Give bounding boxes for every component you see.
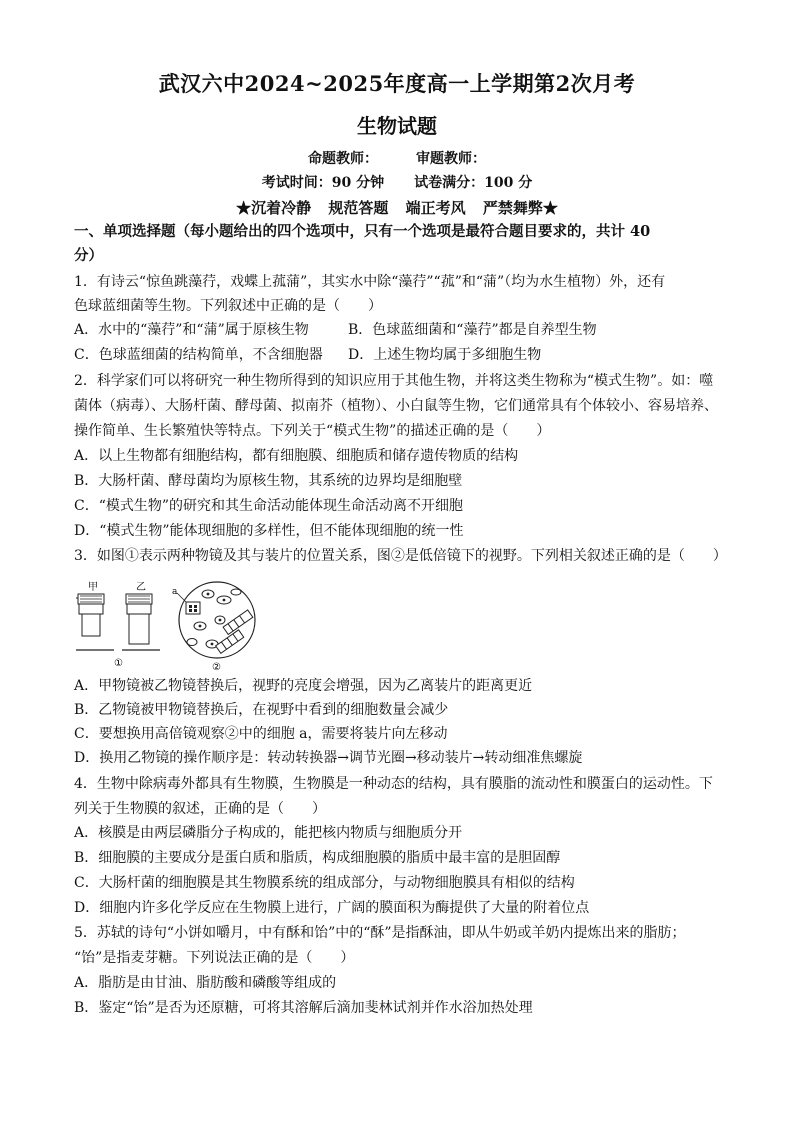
- slogan-2: 规范答题: [328, 199, 389, 217]
- q1-stem-line2: 色球蓝细菌等生物。下列叙述中正确的是（ ）: [74, 298, 382, 314]
- jia-lens: [82, 614, 100, 636]
- label-jia: 甲: [88, 582, 98, 593]
- label-yi: 乙: [136, 582, 146, 593]
- yi-body: [127, 604, 151, 614]
- q2-stem-line3: 操作简单、生长繁殖快等特点。下列关于“模式生物”的描述正确的是（ ）: [74, 423, 551, 439]
- q2-option-c: C．“模式生物”的研究和其生命活动能体现生命活动离不开细胞: [74, 498, 464, 514]
- q5-stem-line1: 5．苏轼的诗句“小饼如嚼月，中有酥和饴”中的“酥”是指酥油，即从牛奶或羊奶内提炼出来的脂肪；: [74, 925, 686, 941]
- q3-stem-line1: 3．如图①表示两种物镜及其与装片的位置关系，图②是低倍镜下的视野。下列相关叙述正确的是（ ）: [74, 548, 727, 564]
- microscope-figure-svg: [74, 580, 264, 672]
- q1-stem-line1: 1．有诗云“惊鱼跳藻荇，戏蝶上菰蒲”，其实水中除“藻荇”“菰”和“蒲”（均为水生植物）外，还有: [74, 274, 666, 290]
- q2-option-a: A．以上生物都有细胞结构，都有细胞膜、细胞质和储存遗传物质的结构: [74, 448, 519, 464]
- label-fig2: ②: [212, 662, 221, 672]
- q4-stem-line2: 列关于生物膜的叙述，正确的是（ ）: [74, 801, 326, 817]
- exam-subject: 生物试题: [357, 114, 437, 138]
- q3-option-d: D．换用乙物镜的操作顺序是：转动转换器→调节光圈→移动装片→转动细准焦螺旋: [74, 750, 583, 766]
- q4-option-a: A．核膜是由两层磷脂分子构成的，能把核内物质与细胞质分开: [74, 825, 463, 841]
- q3-figure: [74, 580, 264, 670]
- teacher-row: [0, 148, 794, 168]
- q1-option-d: D．上述生物均属于多细胞生物: [348, 347, 542, 363]
- slogan-1: ★沉着冷静: [236, 199, 312, 217]
- q1-option-c: C．色球蓝细菌的结构简单，不含细胞器: [74, 347, 323, 363]
- q3-option-c: C．要想换用高倍镜观察②中的细胞 a，需要将装片向左移动: [74, 726, 448, 742]
- slogan-3: 端正考风: [405, 199, 466, 217]
- q2-stem-line1: 2．科学家们可以将研究一种生物所得到的知识应用于其他生物，并将这类生物称为“模式生物”。如：噬: [74, 373, 714, 389]
- q3-option-a: A．甲物镜被乙物镜替换后，视野的亮度会增强，因为乙离装片的距离更近: [74, 678, 533, 694]
- slogan-4: 严禁舞弊★: [482, 199, 558, 217]
- q5-option-b: B．鉴定“饴”是否为还原糖，可将其溶解后滴加斐林试剂并作水浴加热处理: [74, 1000, 533, 1016]
- time-label: 考试时间：90 分钟: [261, 175, 385, 191]
- q4-option-d: D．细胞内许多化学反应在生物膜上进行，广阔的膜面积为酶提供了大量的附着位点: [74, 900, 590, 916]
- q2-option-b: B．大肠杆菌、酵母菌均为原核生物，其系统的边界均是细胞壁: [74, 473, 463, 489]
- q4-option-b: B．细胞膜的主要成分是蛋白质和脂质，构成细胞膜的脂质中最丰富的是胆固醇: [74, 850, 561, 866]
- label-a: a: [172, 587, 178, 597]
- q5-option-a: A．脂肪是由甘油、脂肪酸和磷酸等组成的: [74, 975, 337, 991]
- section-title-line2: 分）: [74, 247, 103, 264]
- time-score-row: [0, 172, 794, 192]
- score-label: 试卷满分：100 分: [414, 175, 533, 191]
- q2-stem-line2: 菌体（病毒）、大肠杆菌、酵母菌、拟南芥（植物）、小白鼠等生物，它们通常具有个体较小、容易培养、: [74, 398, 718, 414]
- jia-body: [79, 604, 103, 614]
- q3-option-b: B．乙物镜被甲物镜替换后，在视野中看到的细胞数量会减少: [74, 702, 449, 718]
- q1-option-b: B．色球蓝细菌和“藻荇”都是自养型生物: [348, 322, 597, 338]
- section-title-line1: 一、单项选择题（每小题给出的四个选项中，只有一个选项是最符合题目要求的，共计 40: [74, 223, 651, 240]
- label-fig1: ①: [114, 658, 123, 669]
- q5-stem-line2: “饴”是指麦芽糖。下列说法正确的是（ ）: [74, 950, 355, 966]
- slogan-row: [0, 197, 794, 218]
- q2-option-d: D．“模式生物”能体现细胞的多样性，但不能体现细胞的统一性: [74, 523, 464, 539]
- reviewer-label: 审题教师：: [416, 151, 486, 167]
- yi-lens: [129, 614, 149, 644]
- q4-option-c: C．大肠杆菌的细胞膜是其生物膜系统的组成部分，与动物细胞膜具有相似的结构: [74, 875, 575, 891]
- cell-a: [186, 602, 200, 614]
- q1-option-a: A．水中的“藻荇”和“蒲”属于原核生物: [74, 322, 309, 338]
- setter-label: 命题教师：: [308, 151, 378, 167]
- exam-title: 武汉六中2024~2025年度高一上学期第2次月考: [158, 71, 636, 96]
- section-title: [74, 220, 724, 268]
- q4-stem-line1: 4．生物中除病毒外都具有生物膜，生物膜是一种动态的结构，具有膜脂的流动性和膜蛋白的运动性。下: [74, 776, 713, 792]
